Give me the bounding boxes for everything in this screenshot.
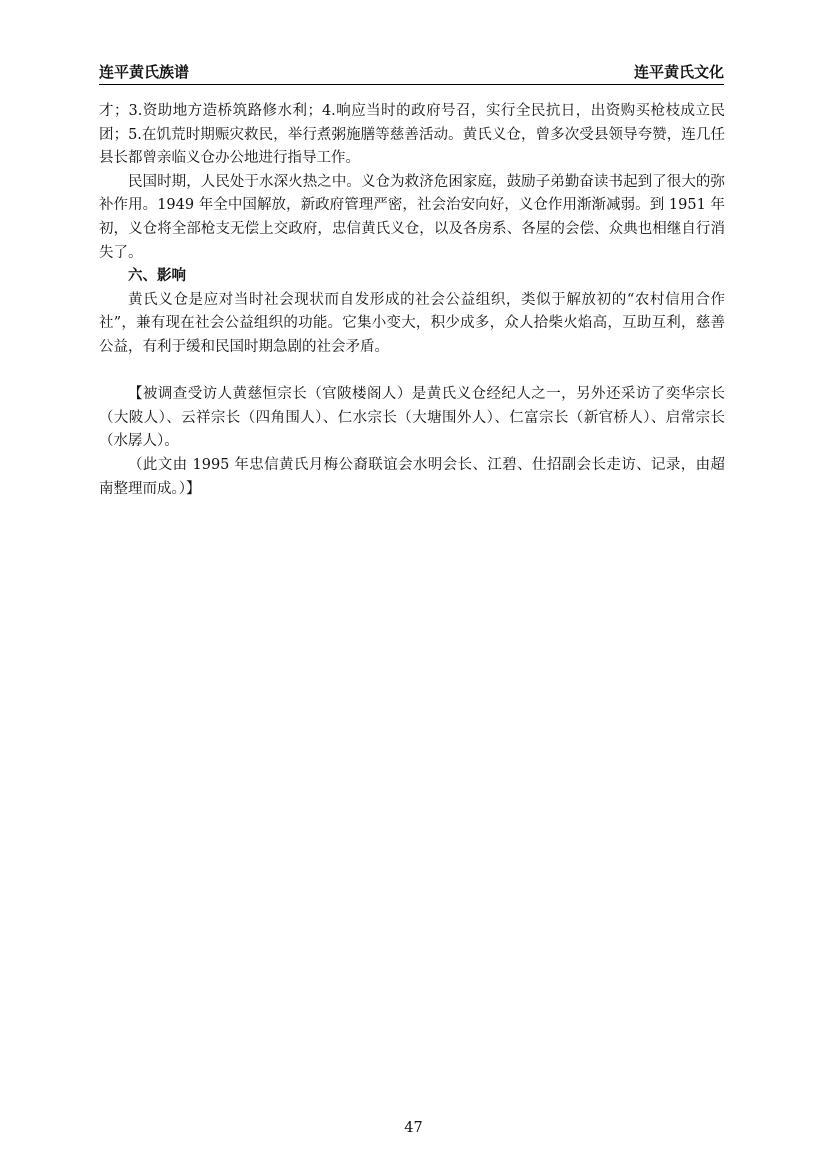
- document-body: [99, 100, 725, 501]
- paragraph-influence: 黄氏义仓是应对当时社会现状而自发形成的社会公益组织，类似于解放初的“农村信用合作社”，兼有现在社会公益组织的功能。它集小变大，积少成多，众人拾柴火焰高，互助互利，慈善公益，有利于缓和民国时期急剧的社会矛盾。: [99, 291, 725, 355]
- header-right-title: 连平黄氏文化: [633, 63, 724, 81]
- paragraph-continuation: 才；3.资助地方造桥筑路修水利；4.响应当时的政府号召，实行全民抗日，出资购买枪枝成立民团；5.在饥荒时期赈灾救民，举行煮粥施膳等慈善活动。黄氏义仓，曾多次受县领导夸赞，连几任县长都曾亲临义仓办公地进行指导工作。: [99, 103, 725, 167]
- page-number: 47: [404, 1120, 423, 1136]
- paragraph-minguo: 民国时期，人民处于水深火热之中。义仓为救济危困家庭，鼓励子弟勤奋读书起到了很大的弥补作用。1949 年全中国解放，新政府管理严密，社会治安向好，义仓作用渐渐减弱。到 1951 年初，义仓将全部枪支无偿上交政府，忠信黄氏义仓，以及各房系、各屋的会偿、众典也相继自行消失了。: [99, 173, 725, 261]
- paragraph-gap: [99, 360, 725, 384]
- section-heading: 六、影响: [128, 268, 186, 285]
- note-interview: 【被调查受访人黄慈恒宗长（官陂楼阁人）是黄氏义仓经纪人之一，另外还采访了奕华宗长（大陂人）、云祥宗长（四角围人）、仁水宗长（大塘围外人）、仁富宗长（新官桥人）、启常宗长（水孱人）。: [99, 386, 725, 450]
- note-source: （此文由 1995 年忠信黄氏月梅公裔联谊会水明会长、江碧、仕招副会长走访、记录，由超南整理而成。）】: [99, 456, 725, 497]
- header-left-title: 连平黄氏族谱: [99, 63, 190, 81]
- page-header: [99, 62, 724, 85]
